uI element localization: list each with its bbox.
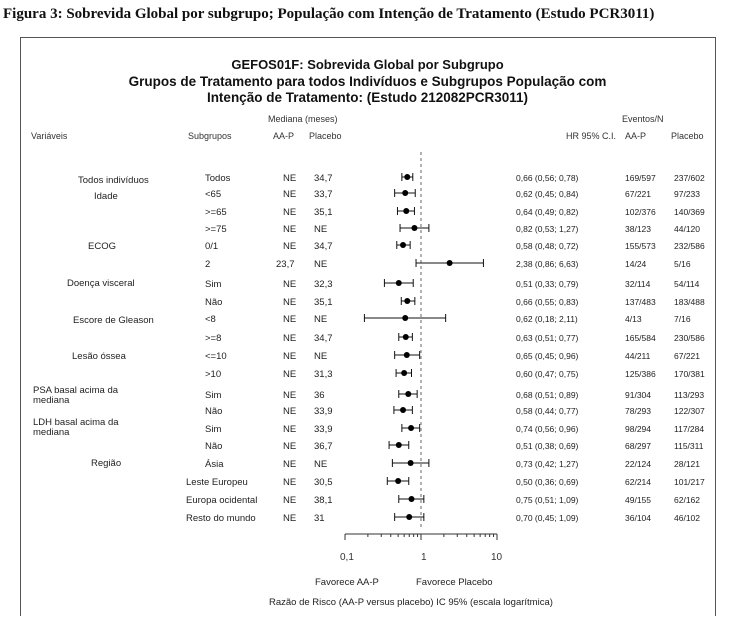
row-events-aap: 32/114	[625, 279, 651, 289]
row-median-placebo: 34,7	[314, 173, 333, 184]
header-mediana: Mediana (meses)	[268, 114, 338, 124]
row-hr-ci: 0,65 (0,45; 0,96)	[516, 351, 579, 361]
hr-point	[403, 208, 409, 214]
row-median-aap: NE	[283, 369, 297, 380]
row-subgroup: <65	[205, 189, 222, 200]
row-hr-ci: 0,62 (0,45; 0,84)	[516, 189, 579, 199]
row-median-placebo: 35,1	[314, 297, 333, 308]
row-median-placebo: 31,3	[314, 369, 333, 380]
hr-point	[402, 315, 408, 321]
row-median-aap: NE	[283, 390, 297, 401]
row-median-placebo: 31	[314, 513, 325, 524]
header-hr: HR 95% C.I.	[566, 131, 617, 141]
row-hr-ci: 0,68 (0,51; 0,89)	[516, 390, 579, 400]
row-events-placebo: 97/233	[674, 189, 700, 199]
figure-caption: Figura 3: Sobrevida Global por subgrupo; População com Intenção de Tratamento (Estudo PCR3011)	[3, 6, 655, 22]
header-variaveis: Variáveis	[31, 131, 68, 141]
row-median-placebo: NE	[314, 314, 328, 325]
row-events-aap: 14/24	[625, 259, 647, 269]
row-subgroup: >=75	[205, 224, 227, 235]
row-subgroup: Todos	[205, 173, 231, 184]
row-events-aap: 102/376	[625, 207, 656, 217]
row-median-placebo: 38,1	[314, 495, 333, 506]
row-events-aap: 169/597	[625, 173, 656, 183]
row-subgroup: Leste Europeu	[186, 477, 248, 488]
hr-point	[404, 352, 410, 358]
row-hr-ci: 0,74 (0,56; 0,96)	[516, 424, 579, 434]
row-median-aap: 23,7	[276, 259, 295, 270]
chart-subtitle-line-2: Intenção de Tratamento: (Estudo 212082PCR3011)	[206, 90, 529, 105]
hr-point	[408, 425, 414, 431]
row-hr-ci: 0,82 (0,53; 1,27)	[516, 224, 579, 234]
row-median-aap: NE	[283, 495, 297, 506]
header-subgrupos: Subgrupos	[188, 131, 232, 141]
row-events-aap: 22/124	[625, 459, 651, 469]
row-events-placebo: 44/120	[674, 224, 700, 234]
row-median-placebo: 30,5	[314, 477, 333, 488]
row-median-aap: NE	[283, 441, 297, 452]
row-hr-ci: 0,64 (0,49; 0,82)	[516, 207, 579, 217]
row-events-placebo: 7/16	[674, 314, 691, 324]
row-hr-ci: 0,51 (0,33; 0,79)	[516, 279, 579, 289]
row-hr-ci: 0,51 (0,38; 0,69)	[516, 441, 579, 451]
row-events-placebo: 46/102	[674, 513, 700, 523]
row-hr-ci: 0,50 (0,36; 0,69)	[516, 477, 579, 487]
row-events-placebo: 170/381	[674, 369, 705, 379]
row-events-aap: 49/155	[625, 495, 651, 505]
row-median-aap: NE	[283, 333, 297, 344]
row-events-placebo: 237/602	[674, 173, 705, 183]
row-variable-label: LDH basal acima da mediana	[33, 417, 119, 438]
row-subgroup: Ásia	[205, 459, 224, 470]
header-eventos: Eventos/N	[622, 114, 664, 124]
hr-point	[405, 391, 411, 397]
row-events-placebo: 67/221	[674, 351, 700, 361]
row-hr-ci: 0,66 (0,55; 0,83)	[516, 297, 579, 307]
row-events-aap: 36/104	[625, 513, 651, 523]
row-hr-ci: 0,66 (0,56; 0,78)	[516, 173, 579, 183]
row-median-placebo: NE	[314, 224, 328, 235]
hr-point	[409, 496, 415, 502]
hr-point	[408, 460, 414, 466]
row-events-aap: 155/573	[625, 241, 656, 251]
row-events-placebo: 115/311	[674, 441, 704, 451]
row-median-placebo: 35,1	[314, 207, 333, 218]
row-subgroup: >10	[205, 369, 222, 380]
row-hr-ci: 0,60 (0,47; 0,75)	[516, 369, 579, 379]
header-placebo: Placebo	[309, 131, 342, 141]
row-median-aap: NE	[283, 189, 297, 200]
row-variable-label: Escore de Gleason	[73, 315, 154, 326]
row-median-placebo: 33,9	[314, 424, 333, 435]
row-median-placebo: 36,7	[314, 441, 333, 452]
hr-point	[401, 370, 407, 376]
row-events-placebo: 62/162	[674, 495, 700, 505]
row-events-aap: 78/293	[625, 406, 651, 416]
row-median-aap: NE	[283, 173, 297, 184]
row-median-aap: NE	[283, 207, 297, 218]
hr-point	[406, 514, 412, 520]
hr-point	[396, 442, 402, 448]
row-median-aap: NE	[283, 513, 297, 524]
row-events-placebo: 54/114	[674, 279, 700, 289]
row-events-placebo: 232/586	[674, 241, 705, 251]
row-events-aap: 62/214	[625, 477, 651, 487]
row-subgroup: Não	[205, 297, 223, 308]
hr-point	[402, 190, 408, 196]
row-median-aap: NE	[283, 477, 297, 488]
row-hr-ci: 0,63 (0,51; 0,77)	[516, 333, 579, 343]
row-events-aap: 67/221	[625, 189, 651, 199]
row-hr-ci: 0,73 (0,42; 1,27)	[516, 459, 579, 469]
row-variable-label: Todos indivíduos	[78, 175, 149, 186]
header-events-aap: AA-P	[625, 131, 647, 141]
hr-point	[396, 280, 402, 286]
row-median-aap: NE	[283, 279, 297, 290]
row-events-placebo: 117/284	[674, 424, 705, 434]
row-events-placebo: 230/586	[674, 333, 705, 343]
row-subgroup: Não	[205, 441, 223, 452]
chart-subtitle-line-1: Grupos de Tratamento para todos Indivíduos e Subgrupos População com	[128, 74, 607, 89]
row-subgroup: >=65	[205, 207, 227, 218]
header-events-placebo: Placebo	[671, 131, 704, 141]
row-events-aap: 91/304	[625, 390, 651, 400]
x-tick-label-2: 10	[491, 552, 503, 563]
row-variable-label: ECOG	[88, 241, 116, 252]
row-median-placebo: 33,9	[314, 406, 333, 417]
row-hr-ci: 2,38 (0,86; 6,63)	[516, 259, 579, 269]
row-subgroup: Não	[205, 406, 223, 417]
row-subgroup: Sim	[205, 279, 222, 290]
row-variable-label: Doença visceral	[67, 278, 135, 289]
row-events-placebo: 28/121	[674, 459, 700, 469]
row-median-placebo: NE	[314, 351, 328, 362]
row-events-aap: 165/584	[625, 333, 656, 343]
hr-point	[400, 242, 406, 248]
favors-aap-label: Favorece AA-P	[315, 577, 379, 588]
row-variable-label: Idade	[94, 191, 118, 202]
row-subgroup: >=8	[205, 333, 222, 344]
row-median-aap: NE	[283, 241, 297, 252]
row-hr-ci: 0,62 (0,18; 2,11)	[516, 314, 578, 324]
row-events-placebo: 113/293	[674, 390, 705, 400]
row-events-placebo: 140/369	[674, 207, 705, 217]
row-median-placebo: NE	[314, 259, 328, 270]
row-median-placebo: 32,3	[314, 279, 333, 290]
row-median-aap: NE	[283, 224, 297, 235]
row-events-placebo: 101/217	[674, 477, 705, 487]
row-events-aap: 68/297	[625, 441, 651, 451]
row-median-aap: NE	[283, 297, 297, 308]
row-variable-label: PSA basal acima da mediana	[33, 385, 119, 406]
row-median-placebo: 33,7	[314, 189, 333, 200]
row-events-aap: 38/123	[625, 224, 651, 234]
row-hr-ci: 0,75 (0,51; 1,09)	[516, 495, 579, 505]
row-events-placebo: 122/307	[674, 406, 705, 416]
row-median-aap: NE	[283, 351, 297, 362]
row-subgroup: 0/1	[205, 241, 219, 252]
row-hr-ci: 0,58 (0,48; 0,72)	[516, 241, 579, 251]
row-hr-ci: 0,58 (0,44; 0,77)	[516, 406, 579, 416]
row-events-aap: 44/211	[625, 351, 651, 361]
hr-point	[395, 478, 401, 484]
row-subgroup: 2	[205, 259, 211, 270]
row-events-aap: 98/294	[625, 424, 651, 434]
row-median-aap: NE	[283, 406, 297, 417]
row-events-placebo: 5/16	[674, 259, 691, 269]
header-aap: AA-P	[273, 131, 295, 141]
row-median-placebo: 34,7	[314, 241, 333, 252]
hr-point	[404, 174, 410, 180]
chart-title: GEFOS01F: Sobrevida Global por Subgrupo	[231, 57, 504, 72]
row-median-placebo: NE	[314, 459, 328, 470]
hr-point	[411, 225, 417, 231]
x-tick-label-1: 1	[421, 552, 427, 563]
row-subgroup: <8	[205, 314, 216, 325]
favors-placebo-label: Favorece Placebo	[416, 577, 493, 588]
hr-point	[400, 407, 406, 413]
row-median-aap: NE	[283, 314, 297, 325]
x-tick-label-0: 0,1	[340, 552, 354, 563]
hr-point	[404, 298, 410, 304]
hr-point	[447, 260, 453, 266]
row-hr-ci: 0,70 (0,45; 1,09)	[516, 513, 579, 523]
row-median-aap: NE	[283, 424, 297, 435]
row-subgroup: Sim	[205, 390, 222, 401]
row-subgroup: Europa ocidental	[186, 495, 258, 506]
row-events-aap: 4/13	[625, 314, 642, 324]
row-subgroup: <=10	[205, 351, 227, 362]
row-variable-label: Região	[91, 458, 122, 469]
row-median-aap: NE	[283, 459, 297, 470]
row-median-placebo: 36	[314, 390, 325, 401]
row-median-placebo: 34,7	[314, 333, 333, 344]
x-axis-label: Razão de Risco (AA-P versus placebo) IC 95% (escala logarítmica)	[269, 597, 553, 608]
hr-point	[403, 334, 409, 340]
row-events-aap: 125/386	[625, 369, 656, 379]
row-events-aap: 137/483	[625, 297, 656, 307]
row-subgroup: Resto do mundo	[186, 513, 256, 524]
row-events-placebo: 183/488	[674, 297, 705, 307]
row-subgroup: Sim	[205, 424, 222, 435]
row-variable-label: Lesão óssea	[72, 351, 126, 362]
